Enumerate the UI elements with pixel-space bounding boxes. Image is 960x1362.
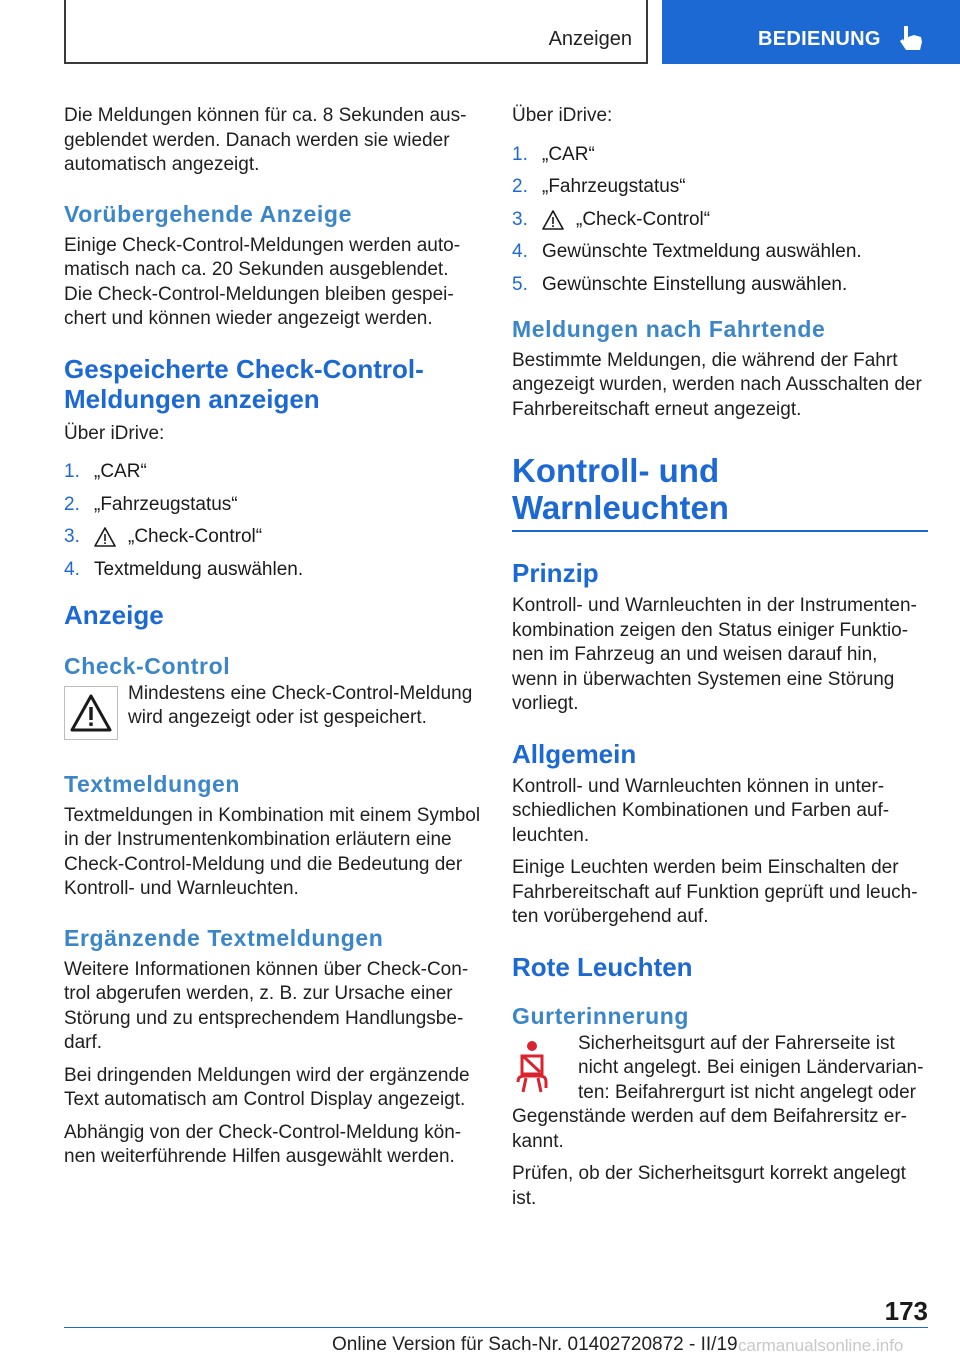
header-chapter-tab[interactable] bbox=[662, 0, 960, 64]
paragraph: Gegenstände werden auf dem Beifahrersitz erkannt. bbox=[512, 1106, 907, 1152]
heading-gurterinnerung: Gurterinnerung bbox=[512, 1002, 690, 1029]
warning-triangle-icon bbox=[542, 210, 564, 230]
footer-version-text: Online Version für Sach-Nr. 01402720872 - II/19 bbox=[332, 1334, 738, 1355]
heading-voruebergehende-anzeige: Vorübergehende Anzeige bbox=[64, 200, 352, 227]
heading-gespeicherte-meldungen: Gespeicherte Check-Control-Meldungen anzeigen bbox=[64, 353, 424, 414]
list-item bbox=[64, 493, 482, 517]
step-text: Textmeldung auswählen. bbox=[94, 558, 304, 580]
seatbelt-text: Sicherheitsgurt auf der Fahrerseite ist nicht angelegt. Bei einigen Ländervarianten: Beifahrergurt ist nicht angelegt oder bbox=[578, 1032, 924, 1103]
heading-textmeldungen: Textmeldungen bbox=[64, 770, 241, 797]
step-list bbox=[512, 143, 928, 297]
list-item bbox=[64, 460, 482, 484]
seatbelt-block bbox=[512, 1032, 928, 1106]
paragraph: Bestimmte Meldungen, die während der Fahrt angezeigt wurden, werden nach Ausschalten der Fahrbereitschaft erneut angezeigt. bbox=[512, 349, 922, 420]
step-text: Gewünschte Textmeldung auswählen. bbox=[542, 241, 862, 262]
step-text: „Fahrzeugstatus“ bbox=[94, 493, 238, 515]
step-number: 1. bbox=[64, 461, 80, 482]
heading-anzeige: Anzeige bbox=[64, 599, 164, 630]
header-section-title: Anzeigen bbox=[548, 28, 632, 50]
step-text: „Fahrzeugstatus“ bbox=[542, 176, 686, 197]
paragraph: Abhängig von der Check-Control-Meldung können weiterführende Hilfen ausgewählt werden. bbox=[64, 1121, 462, 1167]
paragraph: Einige Check-Control-Meldungen werden automatisch nach ca. 20 Sekunden ausgeblendet. bbox=[64, 234, 461, 280]
paragraph: Bei dringenden Meldungen wird der ergänzende Text automatisch am Control Display angezeigt. bbox=[64, 1064, 470, 1110]
paragraph: Prüfen, ob der Sicherheitsgurt korrekt angelegt ist. bbox=[512, 1163, 906, 1209]
list-item bbox=[64, 525, 482, 549]
step-text: „CAR“ bbox=[94, 461, 147, 482]
check-control-text: Mindestens eine Check-Control-Meldung wird angezeigt oder ist gespeichert. bbox=[128, 682, 473, 728]
heading-rule bbox=[512, 530, 928, 532]
intro-paragraph: Die Meldungen können für ca. 8 Sekunden ausgeblendet werden. Danach werden sie wieder automatisch angezeigt. bbox=[64, 105, 467, 175]
list-item bbox=[64, 558, 482, 582]
check-control-block bbox=[64, 682, 482, 740]
hand-pointer-icon bbox=[894, 22, 928, 56]
chapter-heading-kontroll-warnleuchten: Kontroll- und Warnleuchten bbox=[512, 452, 729, 526]
header-chapter-label: BEDIENUNG bbox=[758, 28, 881, 50]
heading-check-control: Check-Control bbox=[64, 652, 231, 679]
step-text: „Check-Control“ bbox=[576, 208, 711, 230]
step-number: 3. bbox=[512, 208, 528, 230]
warning-triangle-icon bbox=[64, 686, 118, 740]
step-number: 4. bbox=[512, 241, 528, 262]
idrive-label: Über iDrive: bbox=[64, 422, 165, 444]
paragraph: Einige Leuchten werden beim Einschalten der Fahrbereitschaft auf Funktion geprüft und leuchten vorübergehend auf. bbox=[512, 857, 918, 927]
step-list bbox=[64, 460, 482, 582]
seatbelt-icon bbox=[512, 1038, 568, 1098]
heading-allgemein: Allgemein bbox=[512, 738, 637, 769]
heading-rote-leuchten: Rote Leuchten bbox=[512, 951, 693, 982]
step-text: Gewünschte Einstellung auswählen. bbox=[542, 273, 848, 295]
page-number: 173 bbox=[884, 1296, 928, 1326]
paragraph: Kontroll- und Warnleuchten in der Instrumentenkombination zeigen den Status einiger Funktionen im Fahrzeug an und weisen darauf hin, wenn in überwachten Systemen eine Störung vorliegt. bbox=[512, 595, 917, 714]
heading-prinzip: Prinzip bbox=[512, 558, 599, 588]
list-item bbox=[512, 143, 928, 167]
step-number: 4. bbox=[64, 558, 80, 580]
list-item bbox=[512, 273, 928, 297]
step-number: 2. bbox=[64, 493, 80, 515]
step-number: 2. bbox=[512, 176, 528, 197]
left-column bbox=[64, 104, 482, 1178]
list-item bbox=[512, 208, 928, 232]
list-item bbox=[512, 240, 928, 264]
footer-rule bbox=[64, 1327, 928, 1328]
paragraph: Kontroll- und Warnleuchten können in unterschiedlichen Kombinationen und Farben aufleuchten. bbox=[512, 775, 890, 846]
header-section-box bbox=[64, 0, 648, 64]
paragraph: Textmeldungen in Kombination mit einem Symbol in der Instrumentenkombination erläutern eine Check-Control-Meldung und die Bedeutung der Kontroll- und Warnleuchten. bbox=[64, 804, 481, 899]
step-number: 1. bbox=[512, 143, 528, 165]
list-item bbox=[512, 175, 928, 199]
heading-meldungen-nach-fahrtende: Meldungen nach Fahrtende bbox=[512, 315, 826, 342]
step-text: „CAR“ bbox=[542, 143, 595, 165]
step-text: „Check-Control“ bbox=[128, 526, 263, 547]
warning-triangle-icon bbox=[94, 527, 116, 547]
heading-ergaenzende-textmeldungen: Ergänzende Textmeldungen bbox=[64, 924, 384, 951]
step-number: 5. bbox=[512, 273, 528, 295]
right-column bbox=[512, 104, 928, 1219]
footer-watermark: carmanualsonline.info bbox=[738, 1336, 904, 1355]
paragraph: Die Check-Control-Meldungen bleiben gespeichert und können wieder angezeigt werden. bbox=[64, 283, 454, 329]
idrive-label: Über iDrive: bbox=[512, 105, 613, 126]
step-number: 3. bbox=[64, 526, 80, 547]
paragraph: Weitere Informationen können über Check-Control abgerufen werden, z. B. zur Ursache einer Störung und zu entsprechendem Handlungsbedarf. bbox=[64, 958, 469, 1053]
